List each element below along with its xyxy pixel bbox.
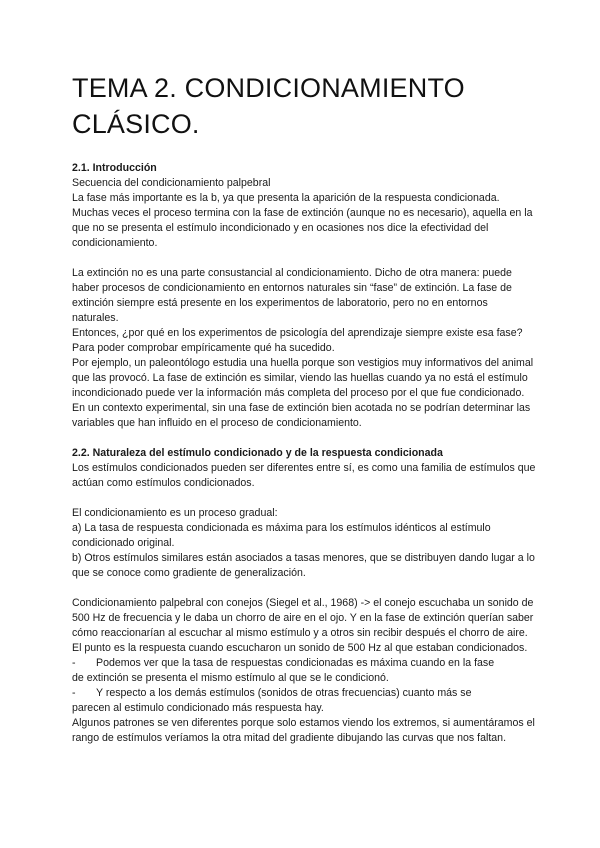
dash-item <box>72 686 536 701</box>
paragraph: La fase más importante es la b, ya que presenta la aparición de la respuesta condicionada. Muchas veces el proceso termina con la fase de extinción (aunque no es necesario), aquella en la que no se presenta el estímulo incondicionado y en ocasiones nos dice la efectividad del condicionamiento. <box>72 192 533 249</box>
section-nature <box>72 446 536 746</box>
dash-text-continued: parecen al estimulo condicionado más respuesta hay. <box>72 702 324 714</box>
list-item: a) La tasa de respuesta condicionada es máxima para los estímulos idénticos al estímulo condicionado original. <box>72 522 491 549</box>
paragraph: El condicionamiento es un proceso gradual: <box>72 507 278 519</box>
paragraph: Algunos patrones se ven diferentes porque solo estamos viendo los extremos, si aumentáramos el rango de estímulos veríamos la otra mitad del gradiente dibujando las curvas que nos faltan. <box>72 717 535 744</box>
paragraph: Los estímulos condicionados pueden ser diferentes entre sí, es como una familia de estímulos que actúan como estímulos condicionados. <box>72 462 536 489</box>
list-item: b) Otros estímulos similares están asociados a tasas menores, que se distribuyen dando lugar a lo que se conoce como gradiente de generalización. <box>72 552 535 579</box>
dash-mark: - <box>72 657 76 669</box>
dash-text: Y respecto a los demás estímulos (sonidos de otras frecuencias) cuanto más se <box>96 687 472 699</box>
section-subtitle: Secuencia del condicionamiento palpebral <box>72 177 271 189</box>
paragraph: La extinción no es una parte consustancial al condicionamiento. Dicho de otra manera: puede haber procesos de condicionamiento en entornos naturales sin “fase” de extinción. La fase de extinción siempre está presente en los experimentos de laboratorio, pero no en entornos naturales. <box>72 267 512 324</box>
dash-mark: - <box>72 687 76 699</box>
section-heading: 2.1. Introducción <box>72 162 157 174</box>
title-line-1: TEMA 2. CONDICIONAMIENTO <box>72 73 465 103</box>
dash-text: Podemos ver que la tasa de respuestas condicionadas es máxima cuando en la fase <box>96 657 495 669</box>
section-heading: 2.2. Naturaleza del estímulo condicionado y de la respuesta condicionada <box>72 447 443 459</box>
title-line-2: CLÁSICO. <box>72 109 200 139</box>
paragraph: Entonces, ¿por qué en los experimentos de psicología del aprendizaje siempre existe esa fase? Para poder comprobar empíricamente qué ha sucedido. <box>72 327 523 354</box>
section-introduction <box>72 161 536 431</box>
dash-text-continued: de extinción se presenta el mismo estímulo al que se le condicionó. <box>72 672 389 684</box>
paragraph: Por ejemplo, un paleontólogo estudia una huella porque son vestigios muy informativos del animal que las provocó. La fase de extinción es similar, viendo las huellas cuando ya no está el estímulo incondicionado puede ver la información más completa del proceso por el que fue condicionado. En un contexto experimental, sin una fase de extinción bien acotada no se podrían determinar las variables que han influido en el proceso de condicionamiento. <box>72 357 534 429</box>
page-title <box>72 70 536 142</box>
dash-item <box>72 656 536 671</box>
paragraph: Condicionamiento palpebral con conejos (Siegel et al., 1968) -> el conejo escuchaba un sonido de 500 Hz de frecuencia y le daba un chorro de aire en el ojo. Y en la fase de extinción querían saber cómo reaccionarían al escuchar al mismo estímulo y a otros sin recibir después el chorro de aire. El punto es la respuesta cuando escucharon un sonido de 500 Hz al que estaban condicionados. <box>72 597 534 654</box>
